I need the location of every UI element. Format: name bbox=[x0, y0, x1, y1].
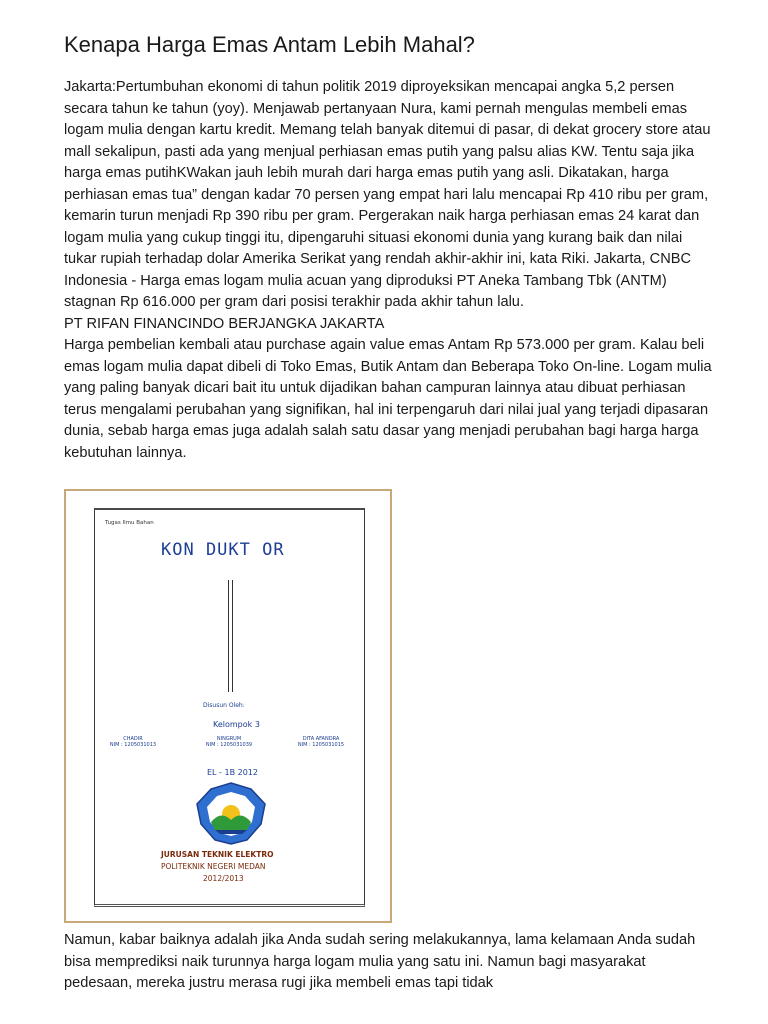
cover-year: 2012/2013 bbox=[203, 874, 244, 883]
polmed-logo-icon bbox=[193, 780, 269, 846]
cover-member-name: NINGRUM bbox=[216, 736, 242, 742]
paragraph-continued: Namun, kabar baiknya adalah jika Anda sudah sering melakukannya, lama kelamaan Anda sudah bisa memprediksi naik turunnya harga logam mulia yang satu ini. Namun bagi masyarakat pedesaan, mereka justru merasa rugi jika membeli emas tapi tidak bbox=[64, 932, 696, 991]
report-cover bbox=[94, 508, 365, 907]
article-body-continued bbox=[64, 930, 714, 995]
cover-member-name: CHADIR bbox=[123, 736, 143, 742]
cover-divider-line bbox=[232, 580, 233, 692]
cover-group: Kelompok 3 bbox=[213, 720, 260, 729]
cover-title: KON DUKT OR bbox=[161, 540, 285, 560]
paragraph-buyback: Harga pembelian kembali atau purchase again value emas Antam Rp 573.000 per gram. Kalau beli emas logam mulia dapat dibeli di Toko Emas, Butik Antam dan Beberapa Toko On-line. Logam mulia yang paling banyak dicari bait itu untuk dijadikan bahan campuran lainnya atau dibuat perhiasan terus mengalami perubahan yang signifikan, hal ini terpengaruh dari nilai jual yang terjadi dipasaran dunia, sebab harga emas juga adalah salah satu dasar yang menjadi perubahan bagi harga harga kebutuhan lainnya. bbox=[64, 337, 712, 461]
embedded-cover-image bbox=[64, 489, 392, 923]
cover-member-nim: NIM : 1205031013 bbox=[109, 742, 157, 748]
cover-course-label: Tugas Ilmu Bahan bbox=[105, 520, 154, 526]
paragraph-heading-rifan: PT RIFAN FINANCINDO BERJANGKA JAKARTA bbox=[64, 315, 385, 332]
cover-member bbox=[281, 736, 361, 748]
cover-member bbox=[189, 736, 269, 748]
article-title: Kenapa Harga Emas Antam Lebih Mahal? bbox=[64, 32, 475, 57]
cover-member-nim: NIM : 1205031039 bbox=[205, 742, 253, 748]
article-body bbox=[64, 77, 714, 464]
cover-divider-line bbox=[228, 580, 229, 692]
cover-department: JURUSAN TEKNIK ELEKTRO bbox=[161, 850, 274, 859]
paragraph-intro: Jakarta:Pertumbuhan ekonomi di tahun politik 2019 diproyeksikan mencapai angka 5,2 persen secara tahun ke tahun (yoy). Menjawab pertanyaan Nura, kami pernah mengulas membeli emas logam mulia dengan kartu kredit. Memang telah banyak ditemui di pasar, di dekat grocery store atau mall sekalipun, pasti ada yang menjual perhiasan emas putih yang palsu alias KW. Tentu saja jika harga emas putihKWakan jauh lebih murah dari harga emas putih yang asli. Dikatakan, harga perhiasan emas tua” dengan kadar 70 persen yang empat hari lalu mencapai Rp 410 ribu per gram, kemarin turun menjadi Rp 390 ribu per gram. Pergerakan naik harga perhiasan emas 24 karat dan logam mulia yang cukup tinggi itu, dipengaruhi situasi ekonomi dunia yang kurang baik dan nilai tukar rupiah terhadap dolar Amerika Serikat yang rendah akhir-akhir ini, kata Riki. Jakarta, CNBC Indonesia - Harga emas logam mulia acuan yang diproduksi PT Aneka Tambang Tbk (ANTM) stagnan Rp 616.000 per gram dari posisi terakhir pada akhir tahun lalu. bbox=[64, 79, 711, 310]
cover-authored-by: Disusun Oleh: bbox=[203, 702, 245, 709]
cover-member bbox=[93, 736, 173, 748]
cover-member-name: DITA AFANDRA bbox=[302, 736, 340, 742]
cover-class: EL - 1B 2012 bbox=[207, 768, 258, 777]
cover-institution: POLITEKNIK NEGERI MEDAN bbox=[161, 862, 266, 871]
cover-member-nim: NIM : 1205031015 bbox=[297, 742, 345, 748]
